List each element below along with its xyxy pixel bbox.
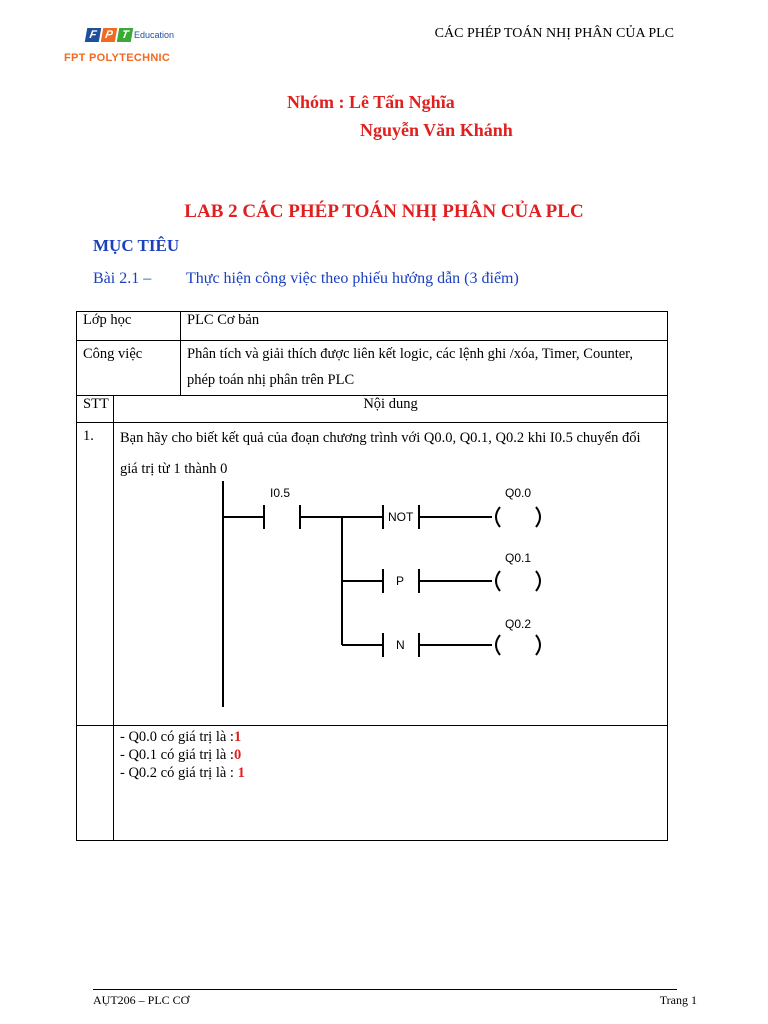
class-label: Lớp học — [83, 312, 132, 328]
page-header-title: CÁC PHÉP TOÁN NHỊ PHÂN CỦA PLC — [434, 26, 674, 41]
work-label-cell — [77, 341, 181, 396]
lab-title: LAB 2 CÁC PHÉP TOÁN NHỊ PHÂN CỦA PLC — [184, 201, 584, 222]
logo-letter-p: P — [101, 28, 117, 42]
coil-q00-left — [496, 507, 500, 527]
work-label: Công việc — [83, 346, 143, 362]
class-value-cell — [181, 312, 668, 341]
coil-q02-left — [496, 635, 500, 655]
footer-divider — [93, 989, 677, 990]
exercise-number: Bài 2.1 – — [93, 270, 152, 287]
logo-letter-f: F — [85, 28, 101, 42]
input-label: I0.5 — [270, 486, 291, 500]
answer-value: 1 — [237, 765, 245, 781]
coil-q01-right — [536, 571, 540, 591]
coil-q00-right — [536, 507, 540, 527]
answer-list — [114, 726, 667, 840]
coil-q01-left — [496, 571, 500, 591]
answer-row-cell — [77, 726, 668, 841]
footer-page-number: Trang 1 — [659, 993, 697, 1007]
coil-q02-right — [536, 635, 540, 655]
footer-course: AỤT206 – PLC CƠ — [93, 993, 190, 1007]
question-text: Bạn hãy cho biết kết quả của đoạn chương trình với Q0.0, Q0.1, Q0.2 khi I0.5 chuyển đổi giá trị từ 1 thành 0 — [120, 430, 641, 477]
logo-letter-t: T — [117, 28, 133, 42]
fpt-logo — [86, 28, 132, 42]
answer-value: 1 — [233, 729, 242, 745]
output-label-q00: Q0.0 — [505, 486, 532, 500]
group-line-2: Nguyễn Văn Khánh — [360, 120, 513, 140]
row-number: 1. — [77, 423, 114, 725]
answer-item: - Q0.1 có giá trị là :0 — [120, 747, 242, 763]
work-value-cell — [181, 341, 668, 396]
content-header: Nội dung — [363, 396, 418, 412]
objective-heading: MỤC TIÊU — [93, 236, 180, 255]
answer-item: - Q0.0 có giá trị là :1 — [120, 729, 242, 745]
work-value: Phân tích và giải thích được liên kết logic, các lệnh ghi /xóa, Timer, Counter, phép toán nhị phân trên PLC — [187, 346, 634, 388]
answer-value: 0 — [233, 747, 242, 763]
answer-item: - Q0.2 có giá trị là : 1 — [120, 765, 245, 781]
stt-header: STT — [77, 396, 114, 422]
class-label-cell — [77, 312, 181, 341]
modifier-p: P — [396, 574, 405, 588]
modifier-not: NOT — [388, 510, 414, 524]
ladder-diagram — [200, 475, 560, 711]
class-value: PLC Cơ bản — [187, 312, 260, 328]
exercise-task: Thực hiện công việc theo phiếu hướng dẫn (3 điểm) — [186, 270, 519, 287]
output-label-q01: Q0.1 — [505, 551, 532, 565]
logo-education: Education — [134, 30, 175, 40]
logo-school-name: FPT POLYTECHNIC — [64, 52, 171, 64]
modifier-n: N — [396, 638, 405, 652]
output-label-q02: Q0.2 — [505, 617, 532, 631]
group-line-1: Nhóm : Lê Tấn Nghĩa — [287, 92, 455, 112]
header-row-cell — [77, 396, 668, 423]
